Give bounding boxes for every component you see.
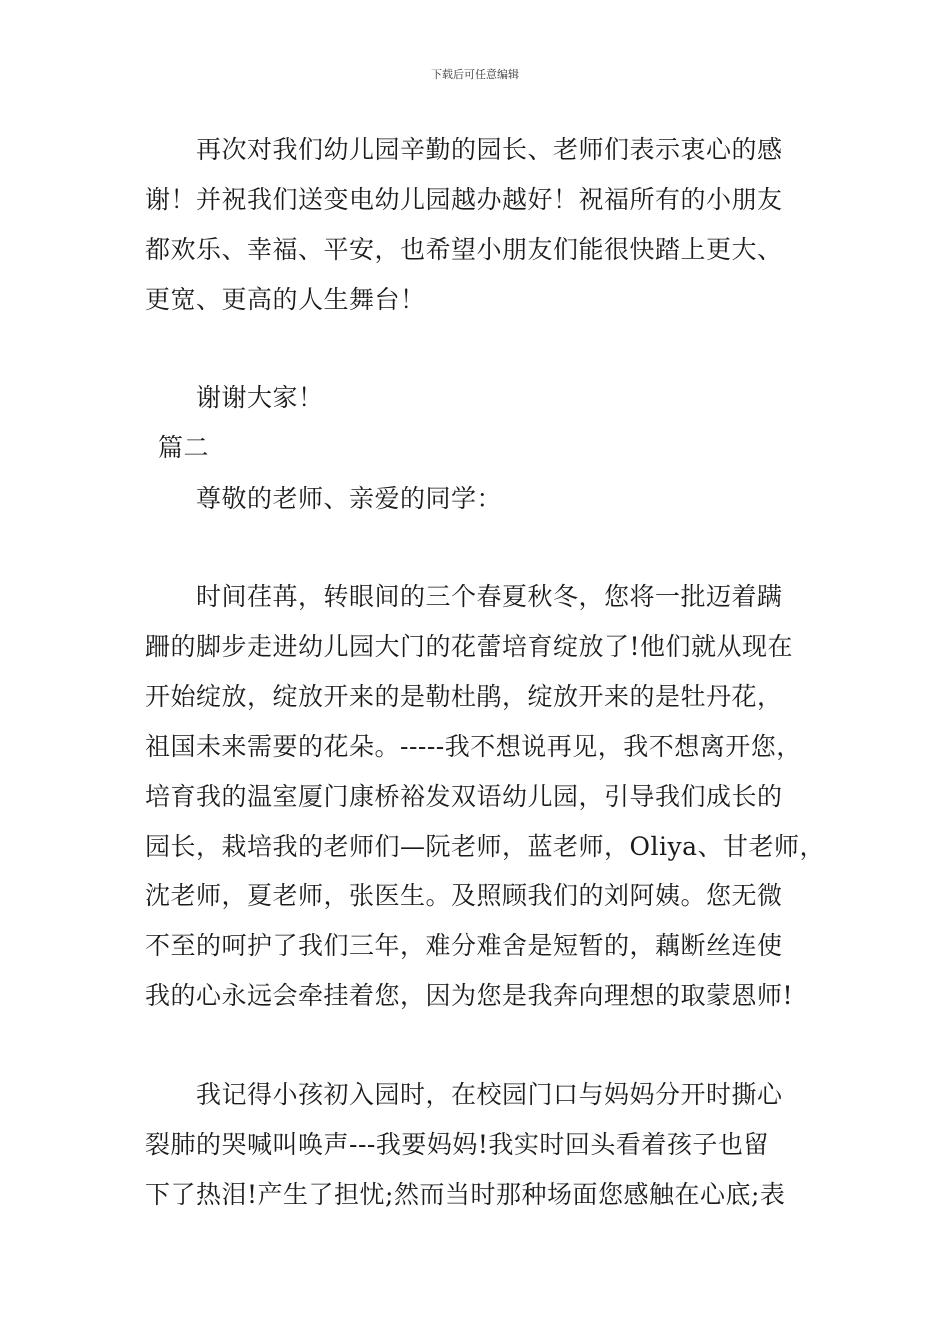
paragraph-2-line-1: 时间荏苒，转眼间的三个春夏秋冬，您将一批迈着蹒 — [196, 582, 783, 611]
salutation: 尊敬的老师、亲爱的同学： — [196, 484, 503, 513]
paragraph-1-line-2: 谢！并祝我们送变电幼儿园越办越好！祝福所有的小朋友 — [145, 185, 783, 214]
paragraph-2-line-7: 沈老师，夏老师，张医生。及照顾我们的刘阿姨。您无微 — [145, 881, 783, 910]
paragraph-2-line-5: 培育我的温室厦门康桥裕发双语幼儿园，引导我们成长的 — [145, 782, 783, 811]
paragraph-2-line-2: 跚的脚步走进幼儿园大门的花蕾培育绽放了!他们就从现在 — [145, 632, 794, 661]
page-header: 下载后可任意编辑 — [431, 68, 519, 81]
paragraph-1-line-4: 更宽、更高的人生舞台！ — [145, 285, 426, 314]
paragraph-3-line-2: 裂肺的哭喊叫唤声---我要妈妈!我实时回头看着孩子也留 — [145, 1130, 769, 1159]
paragraph-3-line-1: 我记得小孩初入园时，在校园门口与妈妈分开时撕心 — [196, 1080, 783, 1109]
paragraph-2-line-6: 园长，栽培我的老师们—阮老师，蓝老师，Oliya、甘老师， — [145, 832, 826, 861]
paragraph-2-line-4: 祖国未来需要的花朵。-----我不想说再见，我不想离开您， — [145, 732, 802, 761]
paragraph-2-line-8: 不至的呵护了我们三年，难分难舍是短暂的，藕断丝连使 — [145, 931, 783, 960]
paragraph-1-line-1: 再次对我们幼儿园辛勤的园长、老师们表示衷心的感 — [196, 135, 783, 164]
paragraph-3-line-3: 下了热泪!产生了担忧;然而当时那种场面您感触在心底;表 — [145, 1180, 786, 1209]
paragraph-1-line-3: 都欢乐、幸福、平安，也希望小朋友们能很快踏上更大、 — [145, 235, 783, 264]
paragraph-2-line-9: 我的心永远会牵挂着您，因为您是我奔向理想的取蒙恩师! — [145, 981, 794, 1010]
paragraph-2-line-3: 开始绽放，绽放开来的是勒杜鹃，绽放开来的是牡丹花， — [145, 682, 783, 711]
section-title: 篇二 — [158, 433, 210, 462]
thanks-line: 谢谢大家！ — [196, 383, 324, 412]
